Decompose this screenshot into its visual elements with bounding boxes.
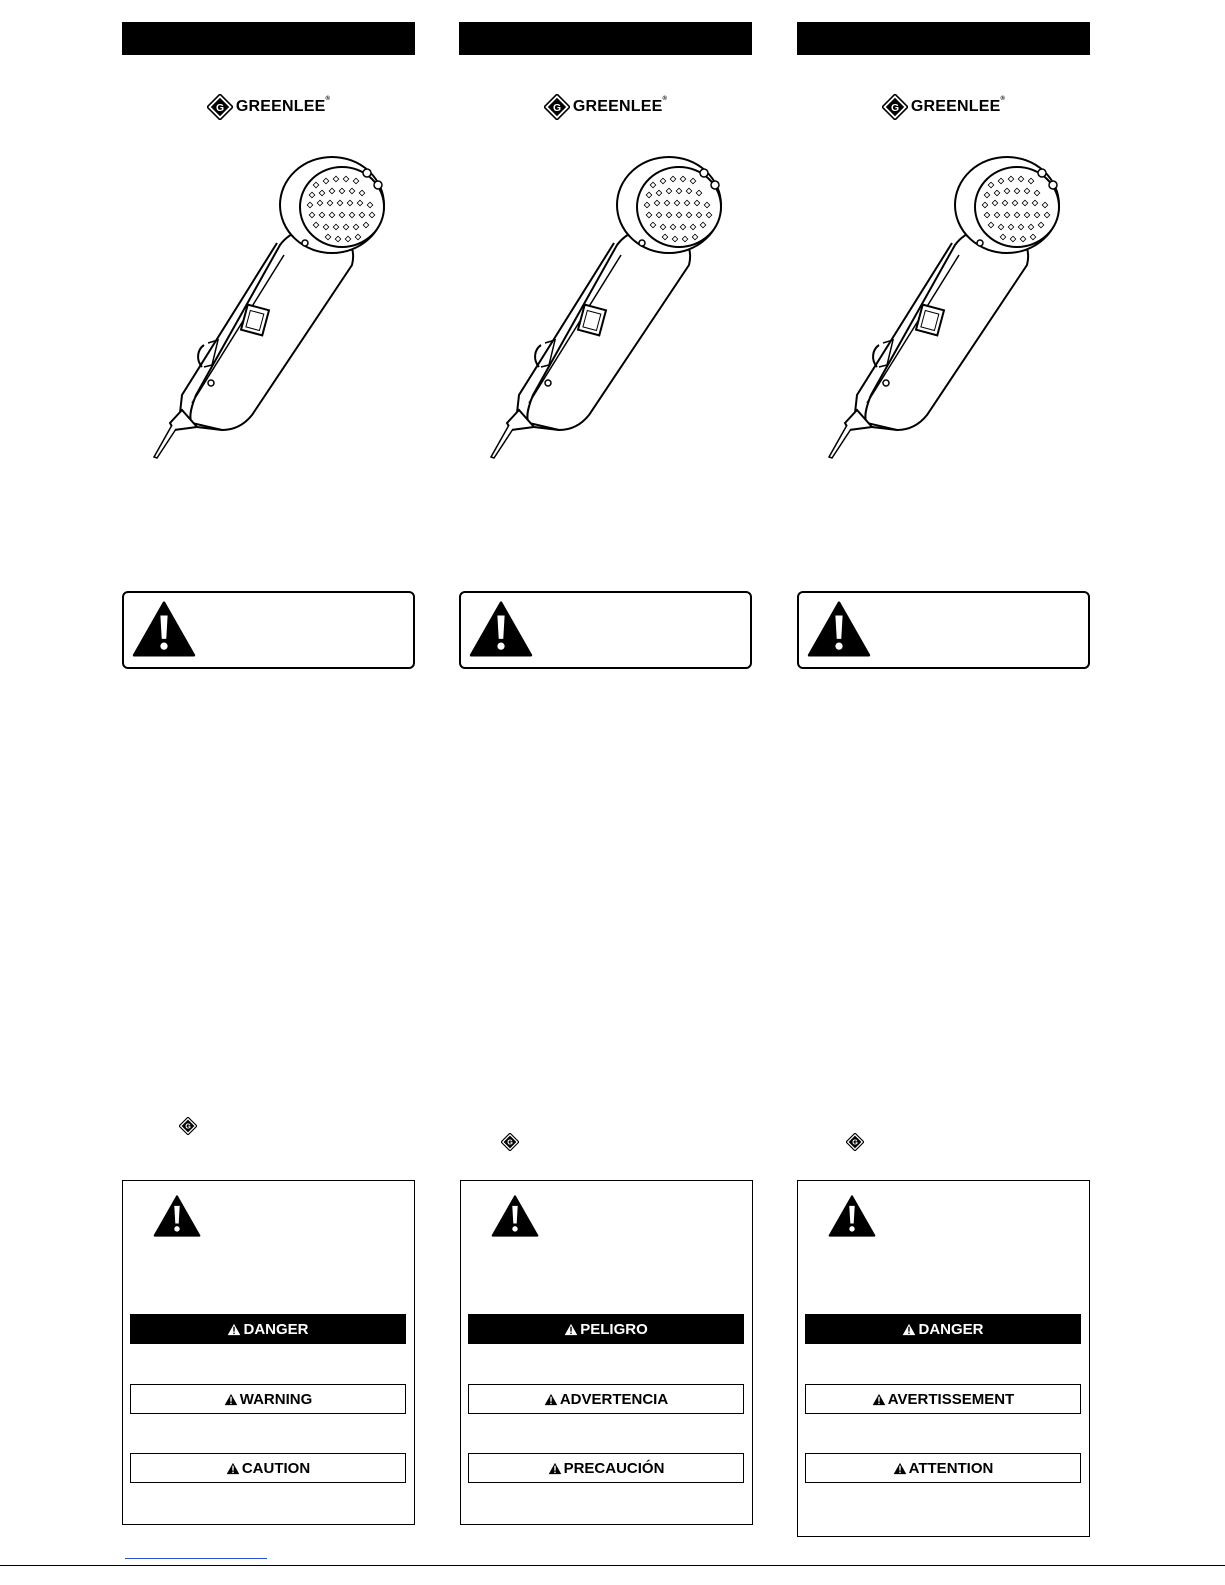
alert-mini-icon xyxy=(902,1323,916,1336)
greenlee-g-diamond-icon xyxy=(846,1133,864,1151)
greenlee-g-diamond-icon xyxy=(179,1117,197,1135)
exclamation-triangle-icon xyxy=(132,601,196,657)
caution-label: ATTENTION xyxy=(805,1453,1081,1483)
exclamation-triangle-icon xyxy=(807,601,871,657)
safety-alert-box xyxy=(459,591,752,669)
alert-mini-icon xyxy=(227,1323,241,1336)
header-bar xyxy=(122,22,415,55)
greenlee-g-diamond-icon xyxy=(207,94,233,120)
alert-mini-icon xyxy=(226,1462,240,1475)
greenlee-g-diamond-icon xyxy=(501,1133,519,1151)
greenlee-g-diamond-icon xyxy=(544,94,570,120)
page-bottom-rule xyxy=(0,1565,1225,1566)
tone-probe-illustration xyxy=(827,155,1067,465)
alert-mini-icon xyxy=(224,1393,238,1406)
brand-name: GREENLEE® xyxy=(910,96,1006,115)
danger-label: DANGER xyxy=(130,1314,406,1344)
header-bar xyxy=(459,22,752,55)
brand-logo xyxy=(459,94,752,120)
tone-probe-illustration xyxy=(152,155,392,465)
warning-label: WARNING xyxy=(130,1384,406,1414)
alert-mini-icon xyxy=(893,1462,907,1475)
column-spanish xyxy=(459,0,752,1585)
danger-label: PELIGRO xyxy=(468,1314,744,1344)
exclamation-triangle-icon xyxy=(490,1195,540,1237)
safety-alert-box xyxy=(122,591,415,669)
danger-label: DANGER xyxy=(805,1314,1081,1344)
column-english xyxy=(122,0,415,1585)
warning-label: ADVERTENCIA xyxy=(468,1384,744,1414)
brand-logo xyxy=(122,94,415,120)
hyperlink-underline[interactable] xyxy=(125,1558,267,1559)
tone-probe-illustration xyxy=(489,155,729,465)
exclamation-triangle-icon xyxy=(152,1195,202,1237)
alert-mini-icon xyxy=(544,1393,558,1406)
brand-name: GREENLEE® xyxy=(235,96,331,115)
column-french xyxy=(797,0,1090,1585)
header-bar xyxy=(797,22,1090,55)
signal-words-box xyxy=(122,1180,415,1525)
caution-label: CAUTION xyxy=(130,1453,406,1483)
alert-mini-icon xyxy=(564,1323,578,1336)
greenlee-g-diamond-icon xyxy=(882,94,908,120)
alert-mini-icon xyxy=(548,1462,562,1475)
signal-words-box xyxy=(460,1180,753,1525)
safety-alert-box xyxy=(797,591,1090,669)
caution-label: PRECAUCIÓN xyxy=(468,1453,744,1483)
alert-mini-icon xyxy=(872,1393,886,1406)
brand-name: GREENLEE® xyxy=(572,96,668,115)
signal-words-box xyxy=(797,1180,1090,1537)
warning-label: AVERTISSEMENT xyxy=(805,1384,1081,1414)
brand-logo xyxy=(797,94,1090,120)
exclamation-triangle-icon xyxy=(469,601,533,657)
exclamation-triangle-icon xyxy=(827,1195,877,1237)
